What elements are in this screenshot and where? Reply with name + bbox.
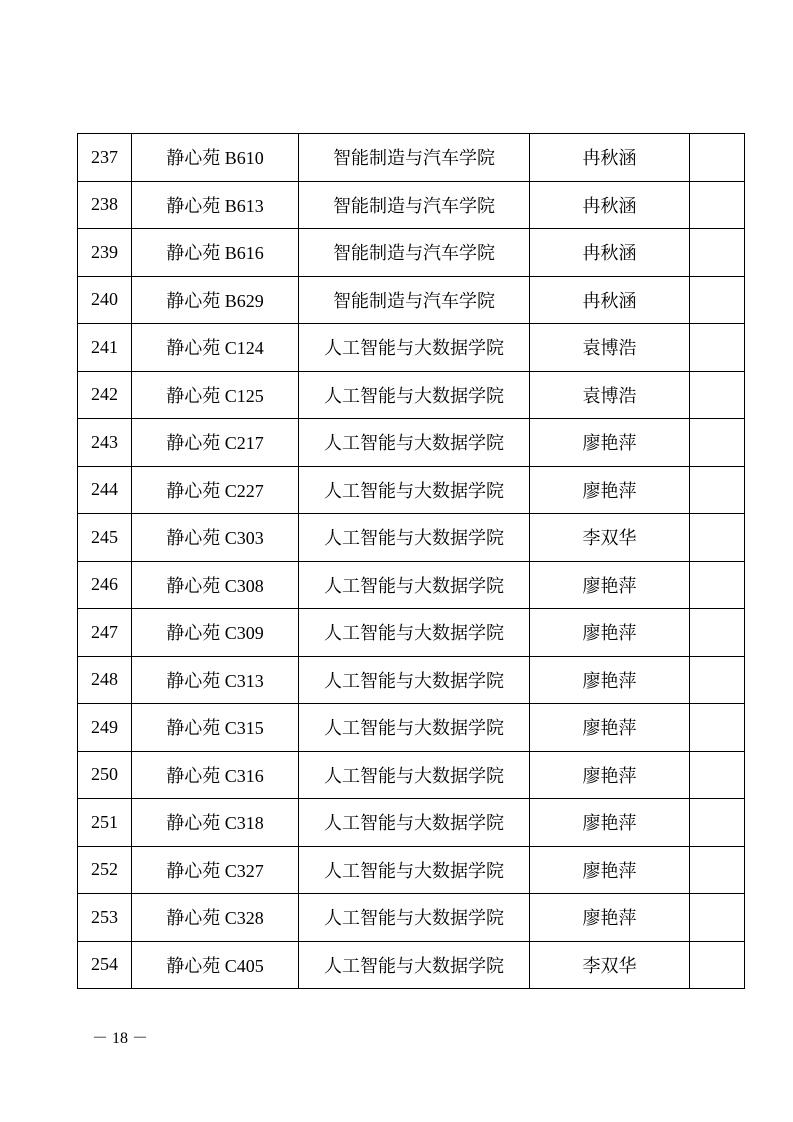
note-cell xyxy=(690,514,745,562)
college-cell: 人工智能与大数据学院 xyxy=(299,371,530,419)
note-cell xyxy=(690,371,745,419)
table-row xyxy=(78,276,745,324)
note-cell xyxy=(690,704,745,752)
note-cell xyxy=(690,656,745,704)
row-number-cell: 242 xyxy=(78,371,132,419)
person-cell: 廖艳萍 xyxy=(530,656,690,704)
row-number-cell: 250 xyxy=(78,751,132,799)
note-cell xyxy=(690,941,745,989)
person-cell: 廖艳萍 xyxy=(530,419,690,467)
college-cell: 智能制造与汽车学院 xyxy=(299,229,530,277)
college-cell: 人工智能与大数据学院 xyxy=(299,799,530,847)
table-row xyxy=(78,324,745,372)
table-row xyxy=(78,799,745,847)
person-cell: 廖艳萍 xyxy=(530,704,690,752)
table-row xyxy=(78,846,745,894)
college-cell: 人工智能与大数据学院 xyxy=(299,704,530,752)
college-cell: 人工智能与大数据学院 xyxy=(299,609,530,657)
person-cell: 冉秋涵 xyxy=(530,276,690,324)
person-cell: 李双华 xyxy=(530,514,690,562)
note-cell xyxy=(690,799,745,847)
person-cell: 袁博浩 xyxy=(530,324,690,372)
row-number-cell: 252 xyxy=(78,846,132,894)
table-row xyxy=(78,704,745,752)
person-cell: 廖艳萍 xyxy=(530,799,690,847)
college-cell: 人工智能与大数据学院 xyxy=(299,324,530,372)
person-cell: 冉秋涵 xyxy=(530,134,690,182)
college-cell: 智能制造与汽车学院 xyxy=(299,134,530,182)
row-number-cell: 253 xyxy=(78,894,132,942)
room-cell: 静心苑 C315 xyxy=(132,704,299,752)
note-cell xyxy=(690,419,745,467)
college-cell: 人工智能与大数据学院 xyxy=(299,419,530,467)
table-row xyxy=(78,419,745,467)
room-cell: 静心苑 C217 xyxy=(132,419,299,467)
note-cell xyxy=(690,324,745,372)
room-cell: 静心苑 C316 xyxy=(132,751,299,799)
room-cell: 静心苑 C303 xyxy=(132,514,299,562)
row-number-cell: 241 xyxy=(78,324,132,372)
person-cell: 冉秋涵 xyxy=(530,181,690,229)
college-cell: 人工智能与大数据学院 xyxy=(299,941,530,989)
note-cell xyxy=(690,846,745,894)
room-cell: 静心苑 C327 xyxy=(132,846,299,894)
college-cell: 人工智能与大数据学院 xyxy=(299,846,530,894)
room-cell: 静心苑 B629 xyxy=(132,276,299,324)
note-cell xyxy=(690,134,745,182)
room-cell: 静心苑 B610 xyxy=(132,134,299,182)
room-cell: 静心苑 C124 xyxy=(132,324,299,372)
person-cell: 李双华 xyxy=(530,941,690,989)
person-cell: 廖艳萍 xyxy=(530,894,690,942)
room-cell: 静心苑 C405 xyxy=(132,941,299,989)
person-cell: 廖艳萍 xyxy=(530,609,690,657)
college-cell: 人工智能与大数据学院 xyxy=(299,751,530,799)
row-number-cell: 237 xyxy=(78,134,132,182)
row-number-cell: 248 xyxy=(78,656,132,704)
row-number-cell: 239 xyxy=(78,229,132,277)
college-cell: 智能制造与汽车学院 xyxy=(299,181,530,229)
person-cell: 廖艳萍 xyxy=(530,561,690,609)
note-cell xyxy=(690,894,745,942)
table-body xyxy=(78,134,745,989)
room-cell: 静心苑 C318 xyxy=(132,799,299,847)
room-cell: 静心苑 C328 xyxy=(132,894,299,942)
row-number-cell: 245 xyxy=(78,514,132,562)
college-cell: 人工智能与大数据学院 xyxy=(299,561,530,609)
table-row xyxy=(78,134,745,182)
college-cell: 人工智能与大数据学院 xyxy=(299,656,530,704)
dormitory-table xyxy=(77,133,745,989)
college-cell: 人工智能与大数据学院 xyxy=(299,514,530,562)
room-cell: 静心苑 C313 xyxy=(132,656,299,704)
note-cell xyxy=(690,561,745,609)
table-row xyxy=(78,609,745,657)
room-cell: 静心苑 C227 xyxy=(132,466,299,514)
row-number-cell: 240 xyxy=(78,276,132,324)
row-number-cell: 238 xyxy=(78,181,132,229)
room-cell: 静心苑 C309 xyxy=(132,609,299,657)
note-cell xyxy=(690,466,745,514)
table-row xyxy=(78,941,745,989)
room-cell: 静心苑 B616 xyxy=(132,229,299,277)
note-cell xyxy=(690,181,745,229)
row-number-cell: 244 xyxy=(78,466,132,514)
room-cell: 静心苑 C308 xyxy=(132,561,299,609)
row-number-cell: 249 xyxy=(78,704,132,752)
row-number-cell: 246 xyxy=(78,561,132,609)
note-cell xyxy=(690,751,745,799)
college-cell: 人工智能与大数据学院 xyxy=(299,894,530,942)
table-row xyxy=(78,181,745,229)
table-row xyxy=(78,894,745,942)
note-cell xyxy=(690,609,745,657)
table-row xyxy=(78,466,745,514)
table-row xyxy=(78,229,745,277)
row-number-cell: 254 xyxy=(78,941,132,989)
note-cell xyxy=(690,229,745,277)
person-cell: 廖艳萍 xyxy=(530,751,690,799)
row-number-cell: 251 xyxy=(78,799,132,847)
table-row xyxy=(78,751,745,799)
row-number-cell: 247 xyxy=(78,609,132,657)
college-cell: 人工智能与大数据学院 xyxy=(299,466,530,514)
table-row xyxy=(78,514,745,562)
row-number-cell: 243 xyxy=(78,419,132,467)
room-cell: 静心苑 C125 xyxy=(132,371,299,419)
person-cell: 冉秋涵 xyxy=(530,229,690,277)
person-cell: 廖艳萍 xyxy=(530,846,690,894)
table-row xyxy=(78,656,745,704)
room-cell: 静心苑 B613 xyxy=(132,181,299,229)
person-cell: 廖艳萍 xyxy=(530,466,690,514)
table-row xyxy=(78,561,745,609)
table-row xyxy=(78,371,745,419)
page-number: － 18 － xyxy=(92,1030,149,1047)
note-cell xyxy=(690,276,745,324)
person-cell: 袁博浩 xyxy=(530,371,690,419)
college-cell: 智能制造与汽车学院 xyxy=(299,276,530,324)
